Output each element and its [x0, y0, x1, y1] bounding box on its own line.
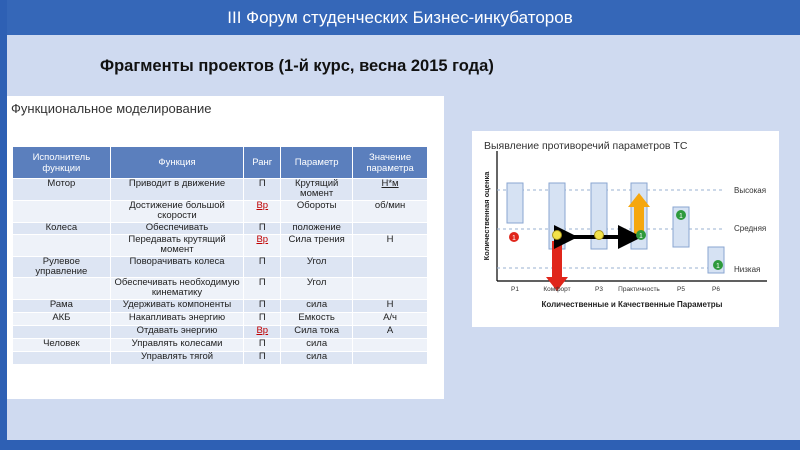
cell-function: Накапливать энергию — [110, 313, 244, 326]
param-range-p1 — [507, 183, 523, 223]
cell-function: Управлять тягой — [110, 352, 244, 365]
marker-label: 1 — [716, 263, 720, 270]
cell-value — [353, 339, 428, 352]
cell-function: Приводит в движение — [110, 179, 244, 201]
functional-modeling-title: Функциональное моделирование — [11, 101, 212, 116]
cell-value: А — [353, 326, 428, 339]
cell-performer: Человек — [13, 339, 111, 352]
col-header-rank: Ранг — [244, 147, 281, 179]
cell-performer — [13, 278, 111, 300]
cell-value: Н — [353, 235, 428, 257]
cell-value — [353, 223, 428, 235]
cell-parameter: Угол — [281, 257, 353, 278]
table-row — [13, 201, 428, 223]
table-header-row — [13, 147, 428, 179]
cell-performer — [13, 235, 111, 257]
cell-parameter: Крутящий момент — [281, 179, 353, 201]
cell-performer — [13, 326, 111, 339]
slide-subtitle: Фрагменты проектов (1-й курс, весна 2015 года) — [100, 57, 494, 75]
level-label-low: Низкая — [734, 265, 761, 274]
cell-function: Обеспечивать — [110, 223, 244, 235]
cell-rank: П — [244, 223, 281, 235]
cell-function: Поворачивать колеса — [110, 257, 244, 278]
param-label-p6: P6 — [712, 286, 720, 293]
cell-value: об/мин — [353, 201, 428, 223]
level-label-high: Высокая — [734, 186, 767, 195]
param-label-p1: P1 — [511, 286, 519, 293]
cell-rank: П — [244, 313, 281, 326]
cell-parameter: Емкость — [281, 313, 353, 326]
col-header-function: Функция — [110, 147, 244, 179]
cell-performer: Мотор — [13, 179, 111, 201]
header-bar — [0, 0, 800, 35]
table-row — [13, 352, 428, 365]
cell-value: Н — [353, 300, 428, 313]
cell-parameter: Сила трения — [281, 235, 353, 257]
table-row — [13, 313, 428, 326]
table-row — [13, 326, 428, 339]
left-accent-band — [0, 0, 7, 450]
marker-label: 1 — [639, 233, 643, 240]
y-axis-title: Количественная оценка — [482, 171, 491, 261]
cell-performer — [13, 201, 111, 223]
red-arrow-shaft — [552, 241, 562, 277]
comfort-point-marker — [553, 231, 562, 240]
cell-rank: П — [244, 300, 281, 313]
cell-value: А/ч — [353, 313, 428, 326]
cell-value — [353, 352, 428, 365]
cell-parameter: положение — [281, 223, 353, 235]
cell-parameter: сила — [281, 352, 353, 365]
cell-rank: Вр — [244, 326, 281, 339]
cell-function: Обеспечивать необходимую кинематику — [110, 278, 244, 300]
cell-parameter: сила — [281, 300, 353, 313]
cell-parameter: Угол — [281, 278, 353, 300]
contradiction-diagram — [472, 131, 779, 327]
param-label-practicality: Практичность — [618, 286, 660, 293]
table-row — [13, 278, 428, 300]
table-row — [13, 257, 428, 278]
table-row — [13, 300, 428, 313]
cell-performer: Рама — [13, 300, 111, 313]
table-row — [13, 339, 428, 352]
marker-label: 1 — [512, 235, 516, 242]
table-row — [13, 235, 428, 257]
cell-function: Удерживать компоненты — [110, 300, 244, 313]
cell-value — [353, 278, 428, 300]
col-header-parameter: Параметр — [281, 147, 353, 179]
level-label-mid: Средняя — [734, 224, 767, 233]
param-label-comfort: Комфорт — [543, 286, 571, 293]
cell-function: Управлять колесами — [110, 339, 244, 352]
cell-function: Передавать крутящий момент — [110, 235, 244, 257]
cell-rank: П — [244, 257, 281, 278]
cell-value: Н*м — [353, 179, 428, 201]
cell-performer: Колеса — [13, 223, 111, 235]
x-axis-title: Количественные и Качественные Параметры — [541, 300, 723, 309]
col-header-value: Значение параметра — [353, 147, 428, 179]
table-row — [13, 223, 428, 235]
cell-value — [353, 257, 428, 278]
cell-function: Отдавать энергию — [110, 326, 244, 339]
cell-performer: АКБ — [13, 313, 111, 326]
cell-function: Достижение большой скорости — [110, 201, 244, 223]
cell-parameter: сила — [281, 339, 353, 352]
table-row — [13, 179, 428, 201]
param-label-p3: P3 — [595, 286, 603, 293]
marker-label: 1 — [679, 213, 683, 220]
cell-rank: П — [244, 352, 281, 365]
cell-performer: Рулевое управление — [13, 257, 111, 278]
p3-point-marker — [595, 231, 604, 240]
cell-rank: Вр — [244, 235, 281, 257]
cell-parameter: Сила тока — [281, 326, 353, 339]
cell-performer — [13, 352, 111, 365]
bottom-accent-band — [0, 440, 800, 450]
header-title: III Форум студенческих Бизнес-инкубаторов — [227, 8, 573, 27]
cell-rank: П — [244, 339, 281, 352]
param-label-p5: P5 — [677, 286, 685, 293]
function-table — [12, 146, 428, 365]
col-header-performer: Исполнитель функции — [13, 147, 111, 179]
cell-rank: Вр — [244, 201, 281, 223]
cell-rank: П — [244, 278, 281, 300]
contradictions-title: Выявление противоречий параметров ТС — [484, 140, 688, 152]
cell-rank: П — [244, 179, 281, 201]
cell-parameter: Обороты — [281, 201, 353, 223]
